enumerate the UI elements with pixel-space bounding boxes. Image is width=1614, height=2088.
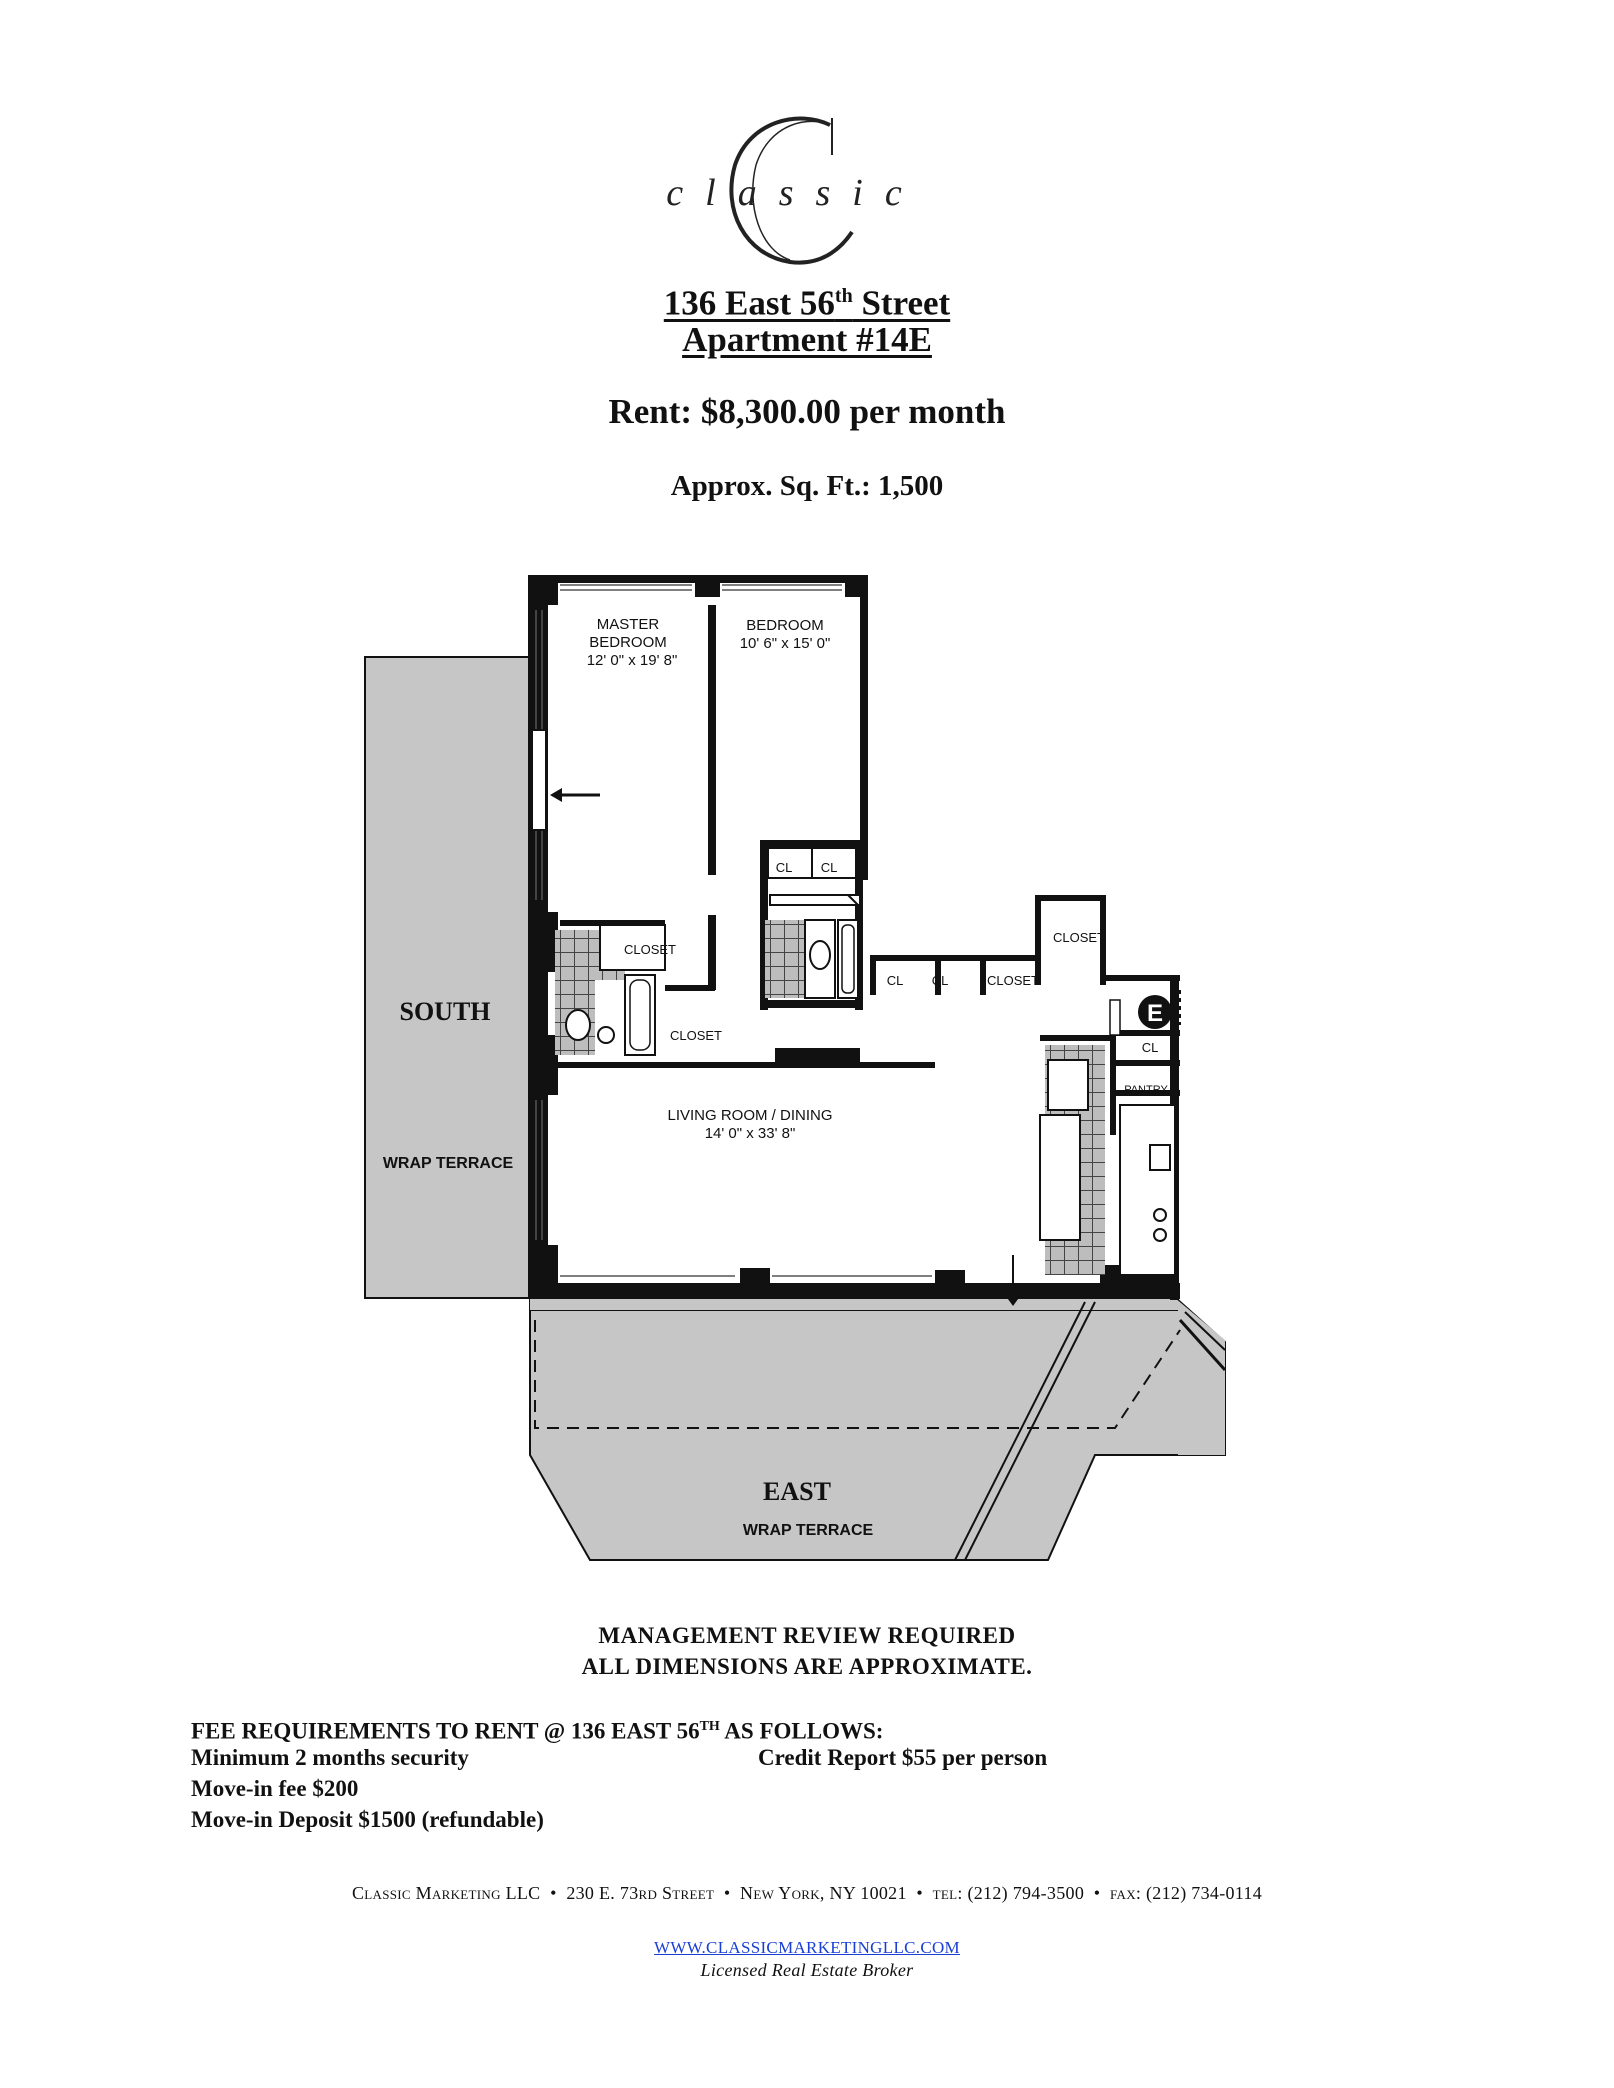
pantry-label: PANTRY [1124, 1084, 1168, 1096]
rent-price: Rent: $8,300.00 per month [608, 392, 1006, 431]
credit-report-fee: Credit Report $55 per person [758, 1745, 1048, 1770]
south-terrace-label: WRAP TERRACE [382, 1155, 514, 1172]
company-footer: Classic Marketing LLC • 230 E. 73rd Street • New York, NY 10021 • tel: (212) 794-3500 • fax: (212) 734-0114 [351, 1883, 1263, 1903]
cl-label: CL [1141, 1040, 1159, 1055]
square-footage: Approx. Sq. Ft.: 1,500 [670, 470, 944, 502]
apartment-title: Apartment #14E [682, 320, 932, 359]
south-label: SOUTH [399, 997, 491, 1026]
address-title: 136 East 56th Street [663, 283, 951, 323]
move-in-fee: Move-in fee $200 [191, 1776, 359, 1801]
entry-marker: E [1146, 1000, 1164, 1027]
svg-text:classic: classic [666, 172, 924, 214]
cl-label: CL [886, 973, 904, 988]
cl-label: CL [775, 860, 793, 875]
living-room-label: LIVING ROOM / DINING [667, 1107, 833, 1124]
svg-text:BEDROOM: BEDROOM [589, 634, 667, 651]
cl-label: CL [931, 973, 949, 988]
east-label: EAST [763, 1477, 831, 1506]
floor-plan [360, 575, 1260, 1580]
cl-label: CL [820, 860, 838, 875]
master-bedroom-label: MASTER [596, 616, 660, 633]
closet-label: CLOSET [623, 942, 677, 957]
master-bedroom-dims: 12' 0" x 19' 8" [586, 652, 678, 669]
move-in-deposit: Move-in Deposit $1500 (refundable) [191, 1807, 544, 1832]
dimensions-notice: ALL DIMENSIONS ARE APPROXIMATE. [581, 1654, 1033, 1679]
closet-label: CLOSET [669, 1028, 723, 1043]
classic-logo [660, 110, 930, 275]
east-terrace-label: WRAP TERRACE [742, 1522, 874, 1539]
management-notice: MANAGEMENT REVIEW REQUIRED [598, 1623, 1016, 1648]
closet-label: CLOSET [986, 973, 1040, 988]
fee-heading: FEE REQUIREMENTS TO RENT @ 136 EAST 56TH AS FOLLOWS: [191, 1718, 884, 1744]
broker-text: Licensed Real Estate Broker [700, 1960, 914, 1980]
closet-label: CLOSET [1052, 930, 1106, 945]
security-requirement: Minimum 2 months security [191, 1745, 469, 1770]
bedroom-label: BEDROOM [746, 617, 824, 634]
south-terrace [365, 657, 530, 1298]
living-room-dims: 14' 0" x 33' 8" [704, 1125, 796, 1142]
bedroom-dims: 10' 6" x 15' 0" [739, 635, 831, 652]
website-link[interactable]: WWW.CLASSICMARKETINGLLC.COM [654, 1938, 960, 1957]
